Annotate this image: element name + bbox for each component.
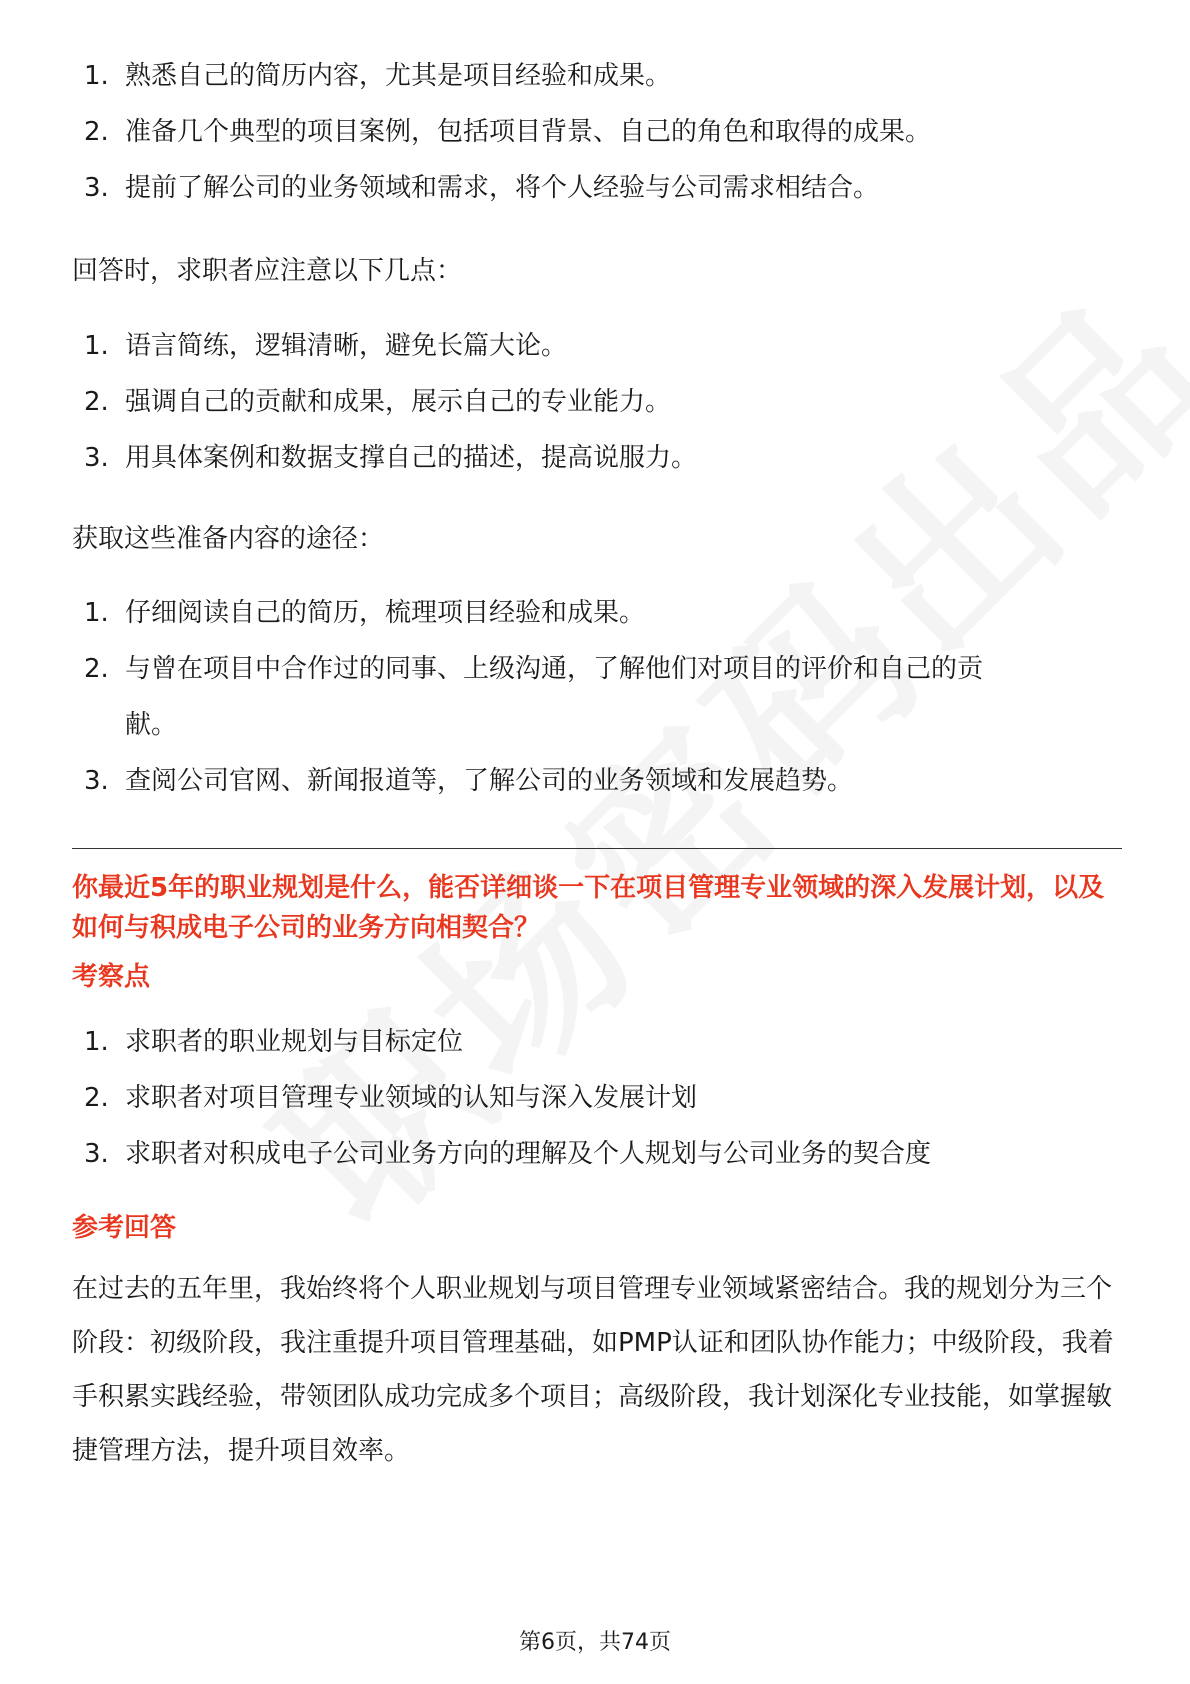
question-heading: 你最近5年的职业规划是什么，能否详细谈一下在项目管理专业领域的深入发展计划，以及如何与积成电子公司的业务方向相契合？ <box>72 873 1105 943</box>
page-footer: 第6页，共74页 <box>519 1630 671 1655</box>
list-item <box>0 104 1190 160</box>
list-item <box>0 374 1190 430</box>
list-text: 准备几个典型的项目案例，包括项目背景、自己的角色和取得的成果。 <box>125 117 932 147</box>
list-number: 3. <box>84 766 109 796</box>
list-number: 1. <box>84 331 109 361</box>
list-number: 1. <box>84 61 109 91</box>
answer-paragraph: 在过去的五年里，我始终将个人职业规划与项目管理专业领域紧密结合。我的规划分为三个阶段：初级阶段，我注重提升项目管理基础，如PMP认证和团队协作能力；中级阶段，我着手积累实践经验，带领团队成功完成多个项目；高级阶段，我计划深化专业技能，如掌握敏捷管理方法，提升项目效率。 <box>72 1274 1114 1466</box>
paragraph-sources: 获取这些准备内容的途径： <box>72 524 385 554</box>
section-title-answer: 参考回答 <box>72 1213 177 1243</box>
list-item <box>0 1126 1190 1182</box>
list-text: 强调自己的贡献和成果，展示自己的专业能力。 <box>125 387 672 417</box>
list-number: 1. <box>84 598 109 628</box>
list-sources <box>0 585 1190 809</box>
list-item <box>0 641 1190 753</box>
list-text: 查阅公司官网、新闻报道等，了解公司的业务领域和发展趋势。 <box>125 766 854 796</box>
list-item <box>0 585 1190 641</box>
list-text: 求职者的职业规划与目标定位 <box>125 1027 464 1057</box>
list-number: 2. <box>84 117 109 147</box>
list-text: 与曾在项目中合作过的同事、上级沟通，了解他们对项目的评价和自己的贡献。 <box>125 654 984 740</box>
list-text: 用具体案例和数据支撑自己的描述，提高说服力。 <box>125 443 698 473</box>
list-number: 3. <box>84 443 109 473</box>
list-item <box>0 1014 1190 1070</box>
section-divider <box>72 848 1122 849</box>
list-item <box>0 753 1190 809</box>
list-item <box>0 160 1190 216</box>
list-item <box>0 1070 1190 1126</box>
list-number: 1. <box>84 1027 109 1057</box>
list-text: 语言简练，逻辑清晰，避免长篇大论。 <box>125 331 568 361</box>
list-item <box>0 318 1190 374</box>
paragraph-answer-notes: 回答时，求职者应注意以下几点： <box>72 256 463 286</box>
list-number: 2. <box>84 1083 109 1113</box>
list-text: 仔细阅读自己的简历，梳理项目经验和成果。 <box>125 598 646 628</box>
list-number: 3. <box>84 1139 109 1169</box>
section-title-kaocha: 考察点 <box>72 962 151 992</box>
list-text: 熟悉自己的简历内容，尤其是项目经验和成果。 <box>125 61 672 91</box>
list-answer-notes <box>0 318 1190 486</box>
list-kaocha <box>0 1014 1190 1182</box>
list-preparation <box>0 48 1190 216</box>
list-item <box>0 48 1190 104</box>
list-number: 2. <box>84 654 109 684</box>
list-number: 3. <box>84 173 109 203</box>
list-text: 求职者对项目管理专业领域的认知与深入发展计划 <box>125 1083 698 1113</box>
list-number: 2. <box>84 387 109 417</box>
list-text: 提前了解公司的业务领域和需求，将个人经验与公司需求相结合。 <box>125 173 880 203</box>
list-text: 求职者对积成电子公司业务方向的理解及个人规划与公司业务的契合度 <box>125 1139 932 1169</box>
list-item <box>0 430 1190 486</box>
